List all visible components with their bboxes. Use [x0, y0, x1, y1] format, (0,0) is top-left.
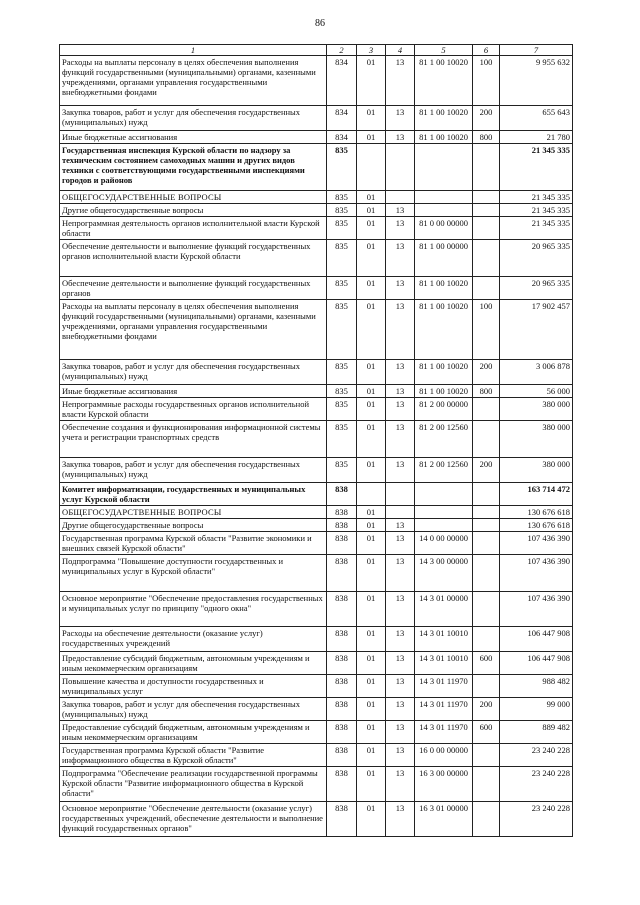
row-code-cell: 834 — [327, 106, 357, 131]
row-section-cell: 01 — [357, 675, 386, 698]
row-subsection-cell: 13 — [386, 802, 415, 837]
row-amount-cell: 380 000 — [500, 421, 573, 458]
row-section-cell: 01 — [357, 191, 386, 204]
table-row — [60, 360, 573, 385]
row-section-cell: 01 — [357, 240, 386, 277]
row-expense-cell — [473, 277, 500, 300]
row-section-cell: 01 — [357, 360, 386, 385]
row-target-cell — [415, 191, 473, 204]
row-subsection-cell: 13 — [386, 532, 415, 555]
row-target-cell: 81 0 00 00000 — [415, 217, 473, 240]
row-subsection-cell — [386, 191, 415, 204]
row-target-cell: 16 3 01 00000 — [415, 802, 473, 837]
column-number: 2 — [327, 45, 357, 56]
row-target-cell: 81 1 00 10020 — [415, 131, 473, 144]
table-row — [60, 675, 573, 698]
column-number: 1 — [60, 45, 327, 56]
row-name-cell: Государственная программа Курской области "Развитие экономики и внешних связей Курской области" — [60, 532, 327, 555]
row-code-cell: 835 — [327, 300, 357, 360]
row-code-cell: 838 — [327, 744, 357, 767]
row-expense-cell — [473, 519, 500, 532]
row-code-cell: 835 — [327, 240, 357, 277]
row-target-cell: 14 0 00 00000 — [415, 532, 473, 555]
row-section-cell: 01 — [357, 698, 386, 721]
row-code-cell: 838 — [327, 675, 357, 698]
row-code-cell: 838 — [327, 652, 357, 675]
table-row — [60, 191, 573, 204]
row-amount-cell: 23 240 228 — [500, 744, 573, 767]
row-name-cell: Обеспечение создания и функционирования информационной системы учета и регистрации транспортных средств — [60, 421, 327, 458]
row-expense-cell — [473, 802, 500, 837]
row-section-cell: 01 — [357, 627, 386, 652]
row-section-cell: 01 — [357, 506, 386, 519]
table-row — [60, 698, 573, 721]
column-number: 7 — [500, 45, 573, 56]
row-amount-cell: 380 000 — [500, 458, 573, 483]
row-code-cell: 838 — [327, 555, 357, 592]
table-row — [60, 721, 573, 744]
row-expense-cell — [473, 144, 500, 191]
row-expense-cell: 100 — [473, 56, 500, 106]
table-row — [60, 519, 573, 532]
row-section-cell: 01 — [357, 385, 386, 398]
budget-table — [59, 44, 573, 837]
row-subsection-cell: 13 — [386, 698, 415, 721]
row-code-cell: 838 — [327, 506, 357, 519]
row-expense-cell — [473, 532, 500, 555]
row-amount-cell: 163 714 472 — [500, 483, 573, 506]
row-amount-cell: 20 965 335 — [500, 277, 573, 300]
row-subsection-cell: 13 — [386, 240, 415, 277]
row-name-cell: Иные бюджетные ассигнования — [60, 131, 327, 144]
row-code-cell: 838 — [327, 519, 357, 532]
row-name-cell: Подпрограмма "Обеспечение реализации государственной программы Курской области "Развитие информационного общества в Курской области" — [60, 767, 327, 802]
row-code-cell: 835 — [327, 421, 357, 458]
row-amount-cell: 21 345 335 — [500, 144, 573, 191]
row-amount-cell: 9 955 632 — [500, 56, 573, 106]
row-expense-cell — [473, 398, 500, 421]
row-target-cell: 81 2 00 12560 — [415, 458, 473, 483]
row-name-cell: Предоставление субсидий бюджетным, автономным учреждениям и иным некоммерческим организациям — [60, 652, 327, 675]
row-code-cell: 835 — [327, 458, 357, 483]
row-target-cell: 81 1 00 10020 — [415, 106, 473, 131]
row-target-cell: 16 0 00 00000 — [415, 744, 473, 767]
row-target-cell: 14 3 01 11970 — [415, 721, 473, 744]
table-row — [60, 217, 573, 240]
row-expense-cell — [473, 506, 500, 519]
row-amount-cell: 21 345 335 — [500, 204, 573, 217]
row-name-cell: Повышение качества и доступности государственных и муниципальных услуг — [60, 675, 327, 698]
row-subsection-cell: 13 — [386, 555, 415, 592]
row-code-cell: 835 — [327, 204, 357, 217]
row-amount-cell: 107 436 390 — [500, 555, 573, 592]
row-subsection-cell: 13 — [386, 204, 415, 217]
row-code-cell: 838 — [327, 592, 357, 627]
row-amount-cell: 889 482 — [500, 721, 573, 744]
row-amount-cell: 21 345 335 — [500, 217, 573, 240]
row-subsection-cell: 13 — [386, 56, 415, 106]
table-row — [60, 627, 573, 652]
row-amount-cell: 988 482 — [500, 675, 573, 698]
row-section-cell: 01 — [357, 300, 386, 360]
row-name-cell: Закупка товаров, работ и услуг для обеспечения государственных (муниципальных) нужд — [60, 106, 327, 131]
row-section-cell: 01 — [357, 204, 386, 217]
row-amount-cell: 107 436 390 — [500, 592, 573, 627]
row-amount-cell: 23 240 228 — [500, 767, 573, 802]
row-name-cell: ОБЩЕГОСУДАРСТВЕННЫЕ ВОПРОСЫ — [60, 191, 327, 204]
table-row — [60, 592, 573, 627]
row-amount-cell: 107 436 390 — [500, 532, 573, 555]
column-number: 6 — [473, 45, 500, 56]
row-amount-cell: 655 643 — [500, 106, 573, 131]
table-row — [60, 767, 573, 802]
row-name-cell: Основное мероприятие "Обеспечение деятельности (оказание услуг) государственных учреждений, обеспечение деятельности и выполнение функций государственных органов" — [60, 802, 327, 837]
row-target-cell: 16 3 00 00000 — [415, 767, 473, 802]
row-subsection-cell: 13 — [386, 421, 415, 458]
row-code-cell: 835 — [327, 360, 357, 385]
row-amount-cell: 21 345 335 — [500, 191, 573, 204]
row-section-cell: 01 — [357, 721, 386, 744]
row-amount-cell: 17 902 457 — [500, 300, 573, 360]
row-subsection-cell: 13 — [386, 385, 415, 398]
row-target-cell: 14 3 01 11970 — [415, 675, 473, 698]
row-amount-cell: 106 447 908 — [500, 627, 573, 652]
row-name-cell: Закупка товаров, работ и услуг для обеспечения государственных (муниципальных) нужд — [60, 360, 327, 385]
row-expense-cell — [473, 627, 500, 652]
row-expense-cell — [473, 483, 500, 506]
row-name-cell: Обеспечение деятельности и выполнение функций государственных органов исполнительной власти Курской области — [60, 240, 327, 277]
row-section-cell: 01 — [357, 277, 386, 300]
row-code-cell: 838 — [327, 483, 357, 506]
table-row — [60, 385, 573, 398]
table-row — [60, 277, 573, 300]
table-row — [60, 398, 573, 421]
table-row — [60, 483, 573, 506]
row-expense-cell — [473, 421, 500, 458]
row-expense-cell: 200 — [473, 106, 500, 131]
table-row — [60, 532, 573, 555]
row-expense-cell — [473, 744, 500, 767]
table-row — [60, 240, 573, 277]
row-subsection-cell: 13 — [386, 627, 415, 652]
row-name-cell: Непрограммные расходы государственных органов исполнительной власти Курской области — [60, 398, 327, 421]
row-expense-cell — [473, 675, 500, 698]
row-target-cell: 14 3 01 10010 — [415, 627, 473, 652]
row-code-cell: 838 — [327, 802, 357, 837]
table-row — [60, 300, 573, 360]
row-code-cell: 838 — [327, 721, 357, 744]
row-code-cell: 838 — [327, 532, 357, 555]
row-name-cell: Закупка товаров, работ и услуг для обеспечения государственных (муниципальных) нужд — [60, 698, 327, 721]
row-expense-cell — [473, 767, 500, 802]
table-row — [60, 131, 573, 144]
column-number: 3 — [357, 45, 386, 56]
row-target-cell: 81 1 00 10020 — [415, 300, 473, 360]
row-section-cell: 01 — [357, 458, 386, 483]
row-name-cell: Предоставление субсидий бюджетным, автономным учреждениям и иным некоммерческим организациям — [60, 721, 327, 744]
row-code-cell: 835 — [327, 144, 357, 191]
row-name-cell: Расходы на выплаты персоналу в целях обеспечения выполнения функций государственными (муниципальными) органами, казенными учреждениями, органами управления государственными внебюджетными фондами — [60, 300, 327, 360]
table-row — [60, 506, 573, 519]
row-code-cell: 834 — [327, 131, 357, 144]
row-section-cell: 01 — [357, 398, 386, 421]
row-target-cell — [415, 144, 473, 191]
row-name-cell: Обеспечение деятельности и выполнение функций государственных органов — [60, 277, 327, 300]
column-number-row — [60, 45, 573, 56]
row-expense-cell — [473, 555, 500, 592]
row-expense-cell: 600 — [473, 721, 500, 744]
row-expense-cell — [473, 592, 500, 627]
row-section-cell: 01 — [357, 106, 386, 131]
row-subsection-cell: 13 — [386, 652, 415, 675]
row-amount-cell: 106 447 908 — [500, 652, 573, 675]
row-name-cell: Иные бюджетные ассигнования — [60, 385, 327, 398]
table-row — [60, 421, 573, 458]
table-row — [60, 802, 573, 837]
row-section-cell: 01 — [357, 56, 386, 106]
row-name-cell: Другие общегосударственные вопросы — [60, 519, 327, 532]
row-amount-cell: 380 000 — [500, 398, 573, 421]
row-name-cell: Расходы на обеспечение деятельности (оказание услуг) государственных учреждений — [60, 627, 327, 652]
row-amount-cell: 56 000 — [500, 385, 573, 398]
table-row — [60, 106, 573, 131]
row-target-cell — [415, 483, 473, 506]
row-code-cell: 835 — [327, 217, 357, 240]
row-target-cell: 81 1 00 00000 — [415, 240, 473, 277]
row-subsection-cell: 13 — [386, 398, 415, 421]
row-amount-cell: 130 676 618 — [500, 506, 573, 519]
row-code-cell: 835 — [327, 277, 357, 300]
row-section-cell: 01 — [357, 555, 386, 592]
row-section-cell: 01 — [357, 592, 386, 627]
table-body — [60, 56, 573, 837]
table-row — [60, 652, 573, 675]
row-subsection-cell: 13 — [386, 360, 415, 385]
row-code-cell: 835 — [327, 191, 357, 204]
row-target-cell: 14 3 01 00000 — [415, 592, 473, 627]
row-subsection-cell — [386, 483, 415, 506]
row-amount-cell: 20 965 335 — [500, 240, 573, 277]
row-section-cell: 01 — [357, 652, 386, 675]
row-expense-cell: 800 — [473, 385, 500, 398]
page-number: 86 — [315, 18, 325, 29]
row-code-cell: 838 — [327, 627, 357, 652]
row-amount-cell: 99 000 — [500, 698, 573, 721]
row-subsection-cell: 13 — [386, 458, 415, 483]
row-subsection-cell: 13 — [386, 675, 415, 698]
row-name-cell: Комитет информатизации, государственных и муниципальных услуг Курской области — [60, 483, 327, 506]
row-expense-cell: 800 — [473, 131, 500, 144]
table-row — [60, 555, 573, 592]
table-row — [60, 144, 573, 191]
table-row — [60, 56, 573, 106]
row-code-cell: 834 — [327, 56, 357, 106]
row-code-cell: 838 — [327, 767, 357, 802]
row-name-cell: Подпрограмма "Повышение доступности государственных и муниципальных услуг в Курской области" — [60, 555, 327, 592]
row-section-cell: 01 — [357, 802, 386, 837]
row-subsection-cell: 13 — [386, 106, 415, 131]
row-subsection-cell: 13 — [386, 131, 415, 144]
table-row — [60, 744, 573, 767]
row-amount-cell: 21 780 — [500, 131, 573, 144]
table-row — [60, 204, 573, 217]
row-section-cell — [357, 483, 386, 506]
row-expense-cell: 600 — [473, 652, 500, 675]
column-number: 4 — [386, 45, 415, 56]
row-name-cell: ОБЩЕГОСУДАРСТВЕННЫЕ ВОПРОСЫ — [60, 506, 327, 519]
row-section-cell: 01 — [357, 767, 386, 802]
row-code-cell: 835 — [327, 398, 357, 421]
row-section-cell: 01 — [357, 217, 386, 240]
row-target-cell: 81 1 00 10020 — [415, 277, 473, 300]
row-target-cell: 81 1 00 10020 — [415, 56, 473, 106]
row-target-cell — [415, 519, 473, 532]
table-row — [60, 458, 573, 483]
row-amount-cell: 130 676 618 — [500, 519, 573, 532]
row-expense-cell — [473, 204, 500, 217]
row-expense-cell — [473, 191, 500, 204]
row-subsection-cell: 13 — [386, 519, 415, 532]
row-section-cell: 01 — [357, 532, 386, 555]
row-subsection-cell: 13 — [386, 721, 415, 744]
row-name-cell: Непрограммная деятельность органов исполнительной власти Курской области — [60, 217, 327, 240]
row-name-cell: Государственная инспекция Курской области по надзору за техническим состоянием самоходных машин и других видов техники с соответствующими государственными инспекциями городов и районов — [60, 144, 327, 191]
row-section-cell: 01 — [357, 131, 386, 144]
row-expense-cell: 200 — [473, 698, 500, 721]
row-section-cell: 01 — [357, 519, 386, 532]
row-target-cell: 14 3 00 00000 — [415, 555, 473, 592]
row-amount-cell: 3 006 878 — [500, 360, 573, 385]
row-name-cell: Государственная программа Курской области "Развитие информационного общества в Курской области" — [60, 744, 327, 767]
row-target-cell: 14 3 01 10010 — [415, 652, 473, 675]
row-subsection-cell — [386, 144, 415, 191]
row-code-cell: 838 — [327, 698, 357, 721]
row-section-cell — [357, 144, 386, 191]
row-expense-cell: 100 — [473, 300, 500, 360]
row-subsection-cell: 13 — [386, 277, 415, 300]
row-subsection-cell: 13 — [386, 767, 415, 802]
row-subsection-cell — [386, 506, 415, 519]
row-target-cell: 81 2 00 12560 — [415, 421, 473, 458]
row-target-cell: 14 3 01 11970 — [415, 698, 473, 721]
row-expense-cell — [473, 217, 500, 240]
row-section-cell: 01 — [357, 421, 386, 458]
row-expense-cell — [473, 240, 500, 277]
row-target-cell: 81 2 00 00000 — [415, 398, 473, 421]
row-target-cell: 81 1 00 10020 — [415, 360, 473, 385]
row-subsection-cell: 13 — [386, 744, 415, 767]
row-expense-cell: 200 — [473, 458, 500, 483]
row-name-cell: Закупка товаров, работ и услуг для обеспечения государственных (муниципальных) нужд — [60, 458, 327, 483]
row-name-cell: Другие общегосударственные вопросы — [60, 204, 327, 217]
row-name-cell: Основное мероприятие "Обеспечение предоставления государственных и муниципальных услуг по принципу "одного окна" — [60, 592, 327, 627]
row-target-cell — [415, 204, 473, 217]
row-subsection-cell: 13 — [386, 300, 415, 360]
row-section-cell: 01 — [357, 744, 386, 767]
row-name-cell: Расходы на выплаты персоналу в целях обеспечения выполнения функций государственными (муниципальными) органами, казенными учреждениями, органами управления государственными внебюджетными фондами — [60, 56, 327, 106]
row-amount-cell: 23 240 228 — [500, 802, 573, 837]
row-target-cell: 81 1 00 10020 — [415, 385, 473, 398]
row-code-cell: 835 — [327, 385, 357, 398]
row-target-cell — [415, 506, 473, 519]
row-expense-cell: 200 — [473, 360, 500, 385]
row-subsection-cell: 13 — [386, 592, 415, 627]
column-number: 5 — [415, 45, 473, 56]
row-subsection-cell: 13 — [386, 217, 415, 240]
